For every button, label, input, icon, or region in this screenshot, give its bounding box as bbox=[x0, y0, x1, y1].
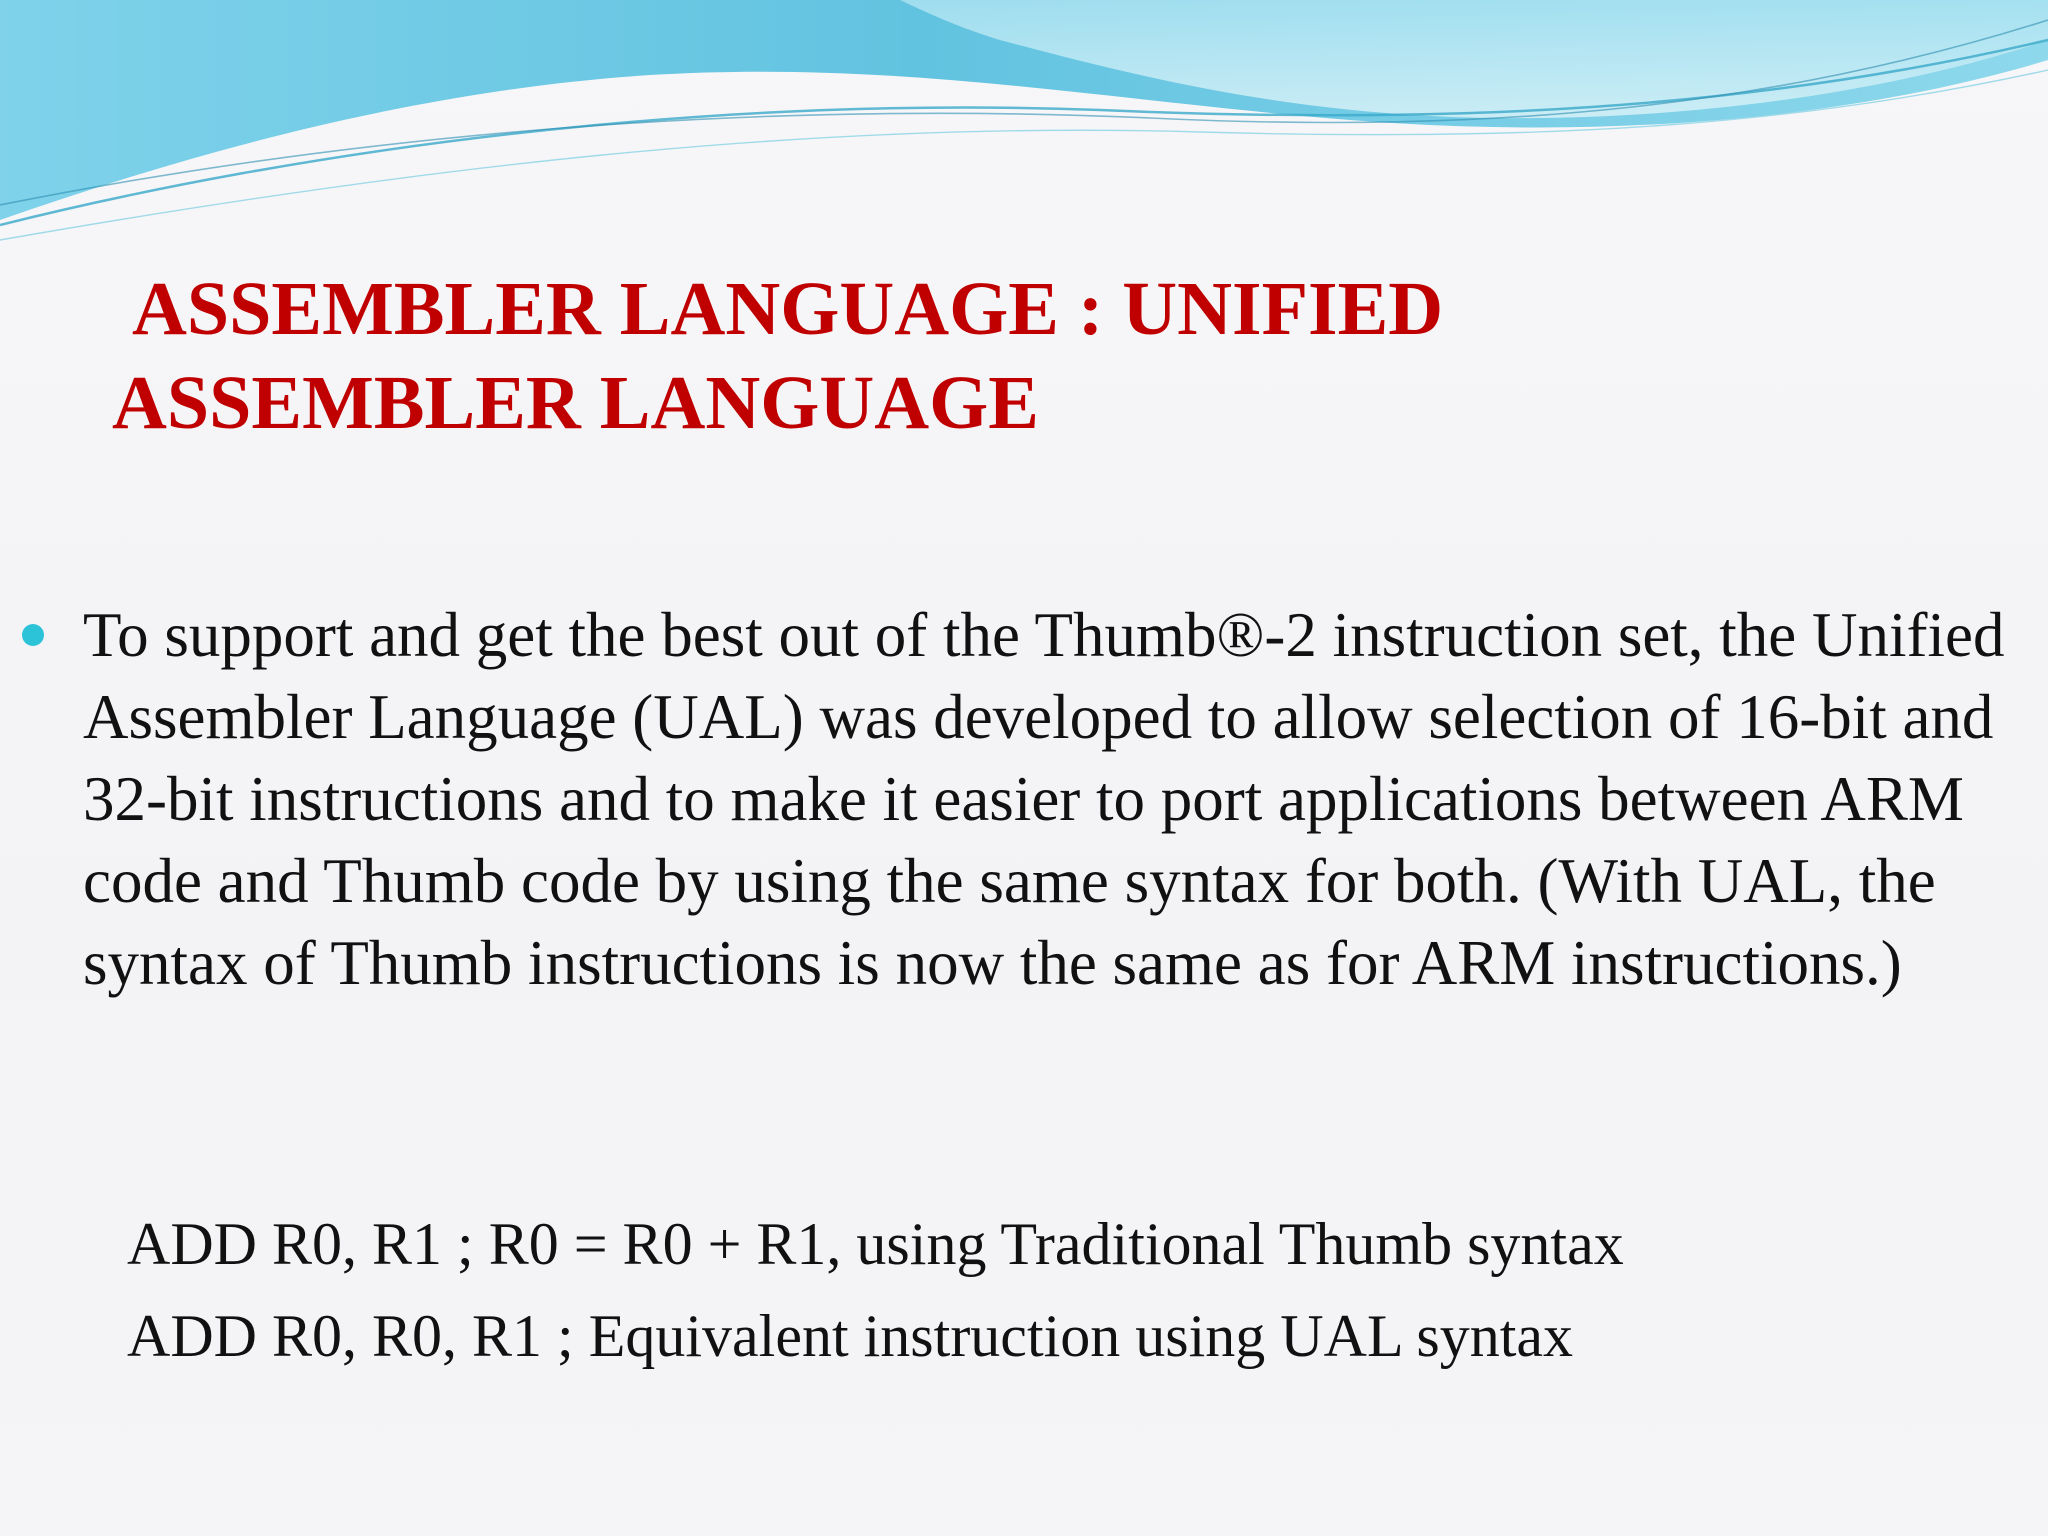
code-line-traditional: ADD R0, R1 ; R0 = R0 + R1, using Traditional Thumb syntax bbox=[127, 1211, 1624, 1277]
slide-title-line-1: ASSEMBLER LANGUAGE : UNIFIED bbox=[132, 267, 1444, 351]
bullet-text: To support and get the best out of the Thumb®-2 instruction set, the Unified Assembler Language (UAL) was developed to allow selection of 16-bit and 32-bit instructions and to make it easier to port applications between ARM code and Thumb code by using the same syntax for both. (With UAL, the syntax of Thumb instructions is now the same as for ARM instructions.) bbox=[83, 600, 2005, 998]
slide-title-line-2: ASSEMBLER LANGUAGE bbox=[112, 361, 1039, 445]
header-wave-decoration bbox=[0, 0, 2048, 260]
code-line-ual: ADD R0, R0, R1 ; Equivalent instruction using UAL syntax bbox=[127, 1303, 1574, 1369]
code-example-block bbox=[127, 1198, 1927, 1382]
slide-title bbox=[112, 262, 1812, 450]
bullet-dot-icon bbox=[22, 624, 44, 646]
bullet-item bbox=[22, 594, 2012, 1004]
